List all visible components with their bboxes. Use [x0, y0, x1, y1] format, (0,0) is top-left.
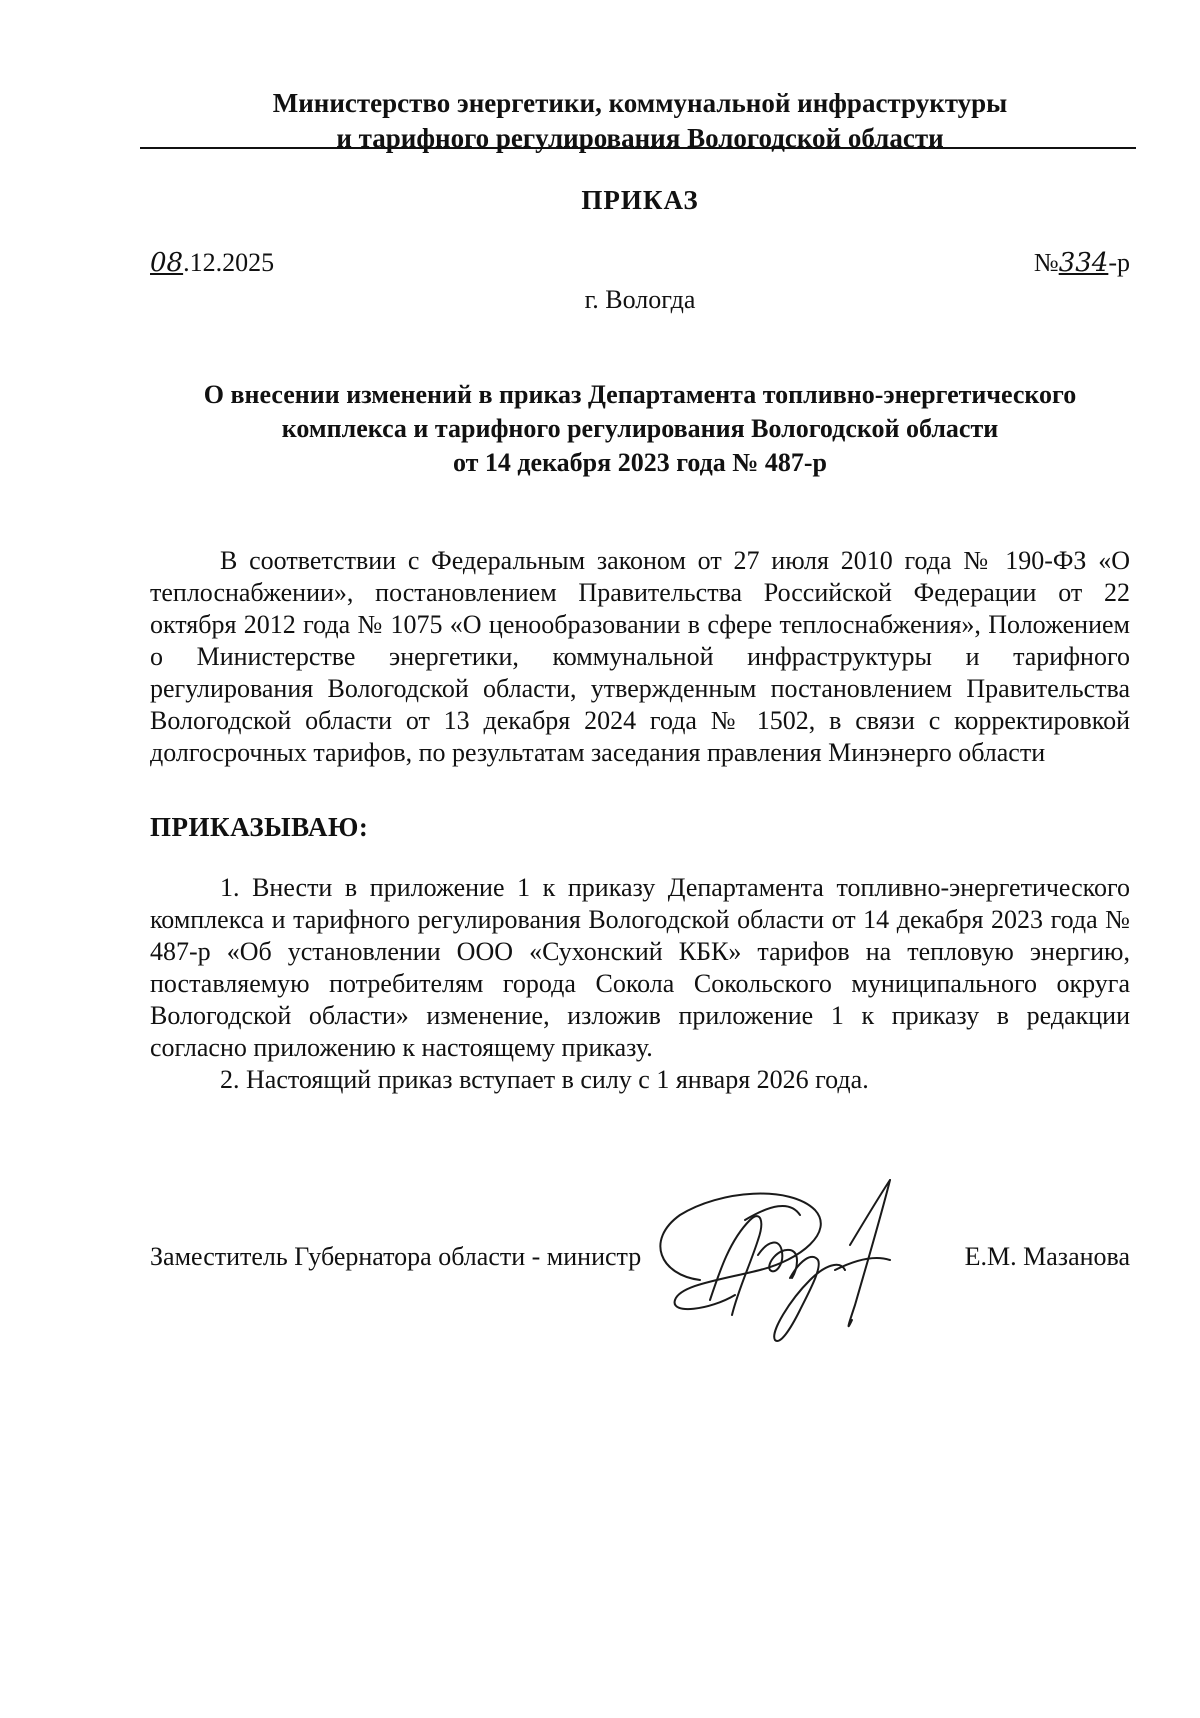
document-number: [1034, 248, 1130, 278]
number-handwritten: 334: [1058, 248, 1109, 278]
number-prefix: №: [1033, 248, 1059, 277]
order-items: [150, 872, 1130, 1096]
document-type: ПРИКАЗ: [581, 185, 699, 215]
number-suffix: -р: [1108, 248, 1130, 277]
signer-name: Е.М. Мазанова: [964, 1242, 1130, 1271]
document-date: [150, 248, 274, 278]
order-item: 1. Внести в приложение 1 к приказу Департамента топливно-энергетического комплекса и тарифного регулирования Вологодской области от 14 декабря 2023 года № 487-р «Об установлении ООО «Сухонский КБК» тарифов на тепловую энергию, поставляемую потребителям города Сокола Сокольского муниципального округа Вологодской области» изменение, изложив приложение 1 к приказу в редакции согласно приложению к настоящему приказу.: [150, 873, 1130, 1062]
subject-line-3: от 14 декабря 2023 года № 487-р: [452, 448, 828, 477]
header-divider: [140, 147, 1136, 149]
order-item: 2. Настоящий приказ вступает в силу с 1 января 2026 года.: [220, 1065, 869, 1094]
ministry-line-2: и тарифного регулирования Вологодской области: [336, 123, 944, 153]
signer-title: Заместитель Губернатора области - министр: [150, 1242, 642, 1271]
document-subject: [140, 378, 1140, 480]
order-word: ПРИКАЗЫВАЮ:: [150, 812, 369, 842]
document-city: г. Вологда: [584, 285, 696, 314]
ministry-line-1: Министерство энергетики, коммунальной инфраструктуры: [272, 88, 1008, 118]
date-rest: .12.2025: [183, 248, 275, 277]
handwritten-signature: [640, 1160, 960, 1360]
subject-line-1: О внесении изменений в приказ Департамента топливно-энергетического: [203, 380, 1077, 409]
date-day-handwritten: 08: [150, 248, 184, 278]
preamble-paragraph: В соответствии с Федеральным законом от 27 июля 2010 года № 190-ФЗ «О теплоснабжении», постановлением Правительства Российской Федерации от 22 октября 2012 года № 1075 «О ценообразовании в сфере теплоснабжения», Положением о Министерстве энергетики, коммунальной инфраструктуры и тарифного регулирования Вологодской области, утвержденным постановлением Правительства Вологодской области от 13 декабря 2024 года № 1502, в связи с корректировкой долгосрочных тарифов, по результатам заседания правления Минэнерго области: [150, 546, 1130, 767]
ministry-header: [140, 86, 1140, 156]
subject-line-2: комплекса и тарифного регулирования Вологодской области: [281, 414, 999, 443]
